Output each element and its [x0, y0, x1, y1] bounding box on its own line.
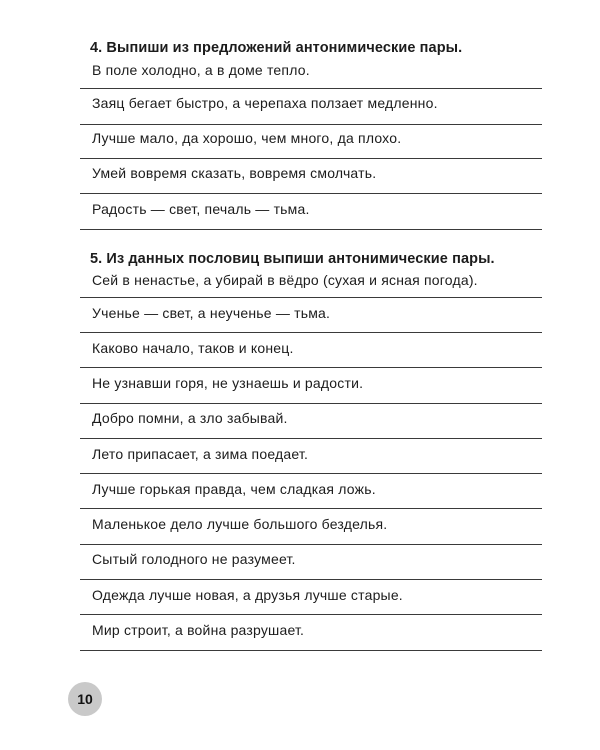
answer-line	[80, 193, 542, 194]
answer-line	[80, 229, 542, 230]
answer-line	[80, 297, 542, 298]
exercise-4-sentence: Лучше мало, да хорошо, чем много, да плохо.	[92, 130, 402, 146]
answer-line	[80, 158, 542, 159]
exercise-4-sentence: Умей вовремя сказать, вовремя смолчать.	[92, 165, 377, 181]
exercise-4-sentence: Радость — свет, печаль — тьма.	[92, 201, 310, 217]
exercise-5-sentence: Маленькое дело лучше большого безделья.	[92, 516, 388, 532]
answer-line	[80, 544, 542, 545]
answer-line	[80, 473, 542, 474]
page-number-badge	[68, 682, 102, 716]
exercise-5-sentence: Одежда лучше новая, а друзья лучше старые.	[92, 587, 403, 603]
exercise-4-sentence: В поле холодно, а в доме тепло.	[92, 62, 310, 78]
page-number: 10	[77, 691, 93, 707]
exercise-5-sentence: Лучше горькая правда, чем сладкая ложь.	[92, 481, 376, 497]
exercise-5-sentence: Не узнавши горя, не узнаешь и радости.	[92, 375, 364, 391]
exercise-5-heading: 5. Из данных пословиц выпиши антонимические пары.	[90, 251, 495, 267]
exercise-5-sentence: Лето припасает, а зима поедает.	[92, 446, 309, 462]
answer-line	[80, 438, 542, 439]
answer-line	[80, 579, 542, 580]
answer-line	[80, 88, 542, 89]
answer-line	[80, 124, 542, 125]
answer-line	[80, 403, 542, 404]
exercise-4-sentence: Заяц бегает быстро, а черепаха ползает медленно.	[92, 95, 438, 111]
exercise-5-sentence: Ученье — свет, а неученье — тьма.	[92, 305, 331, 321]
answer-line	[80, 614, 542, 615]
exercise-4-heading: 4. Выпиши из предложений антонимические пары.	[90, 40, 463, 56]
answer-line	[80, 332, 542, 333]
answer-line	[80, 650, 542, 651]
exercise-5-sentence: Сей в ненастье, а убирай в вёдро (сухая и ясная погода).	[92, 272, 478, 288]
answer-line	[80, 508, 542, 509]
exercise-5-sentence: Сытый голодного не разумеет.	[92, 551, 296, 567]
exercise-5-sentence: Каково начало, таков и конец.	[92, 340, 294, 356]
exercise-5-sentence: Мир строит, а война разрушает.	[92, 622, 305, 638]
exercise-5-sentence: Добро помни, а зло забывай.	[92, 410, 288, 426]
answer-line	[80, 367, 542, 368]
